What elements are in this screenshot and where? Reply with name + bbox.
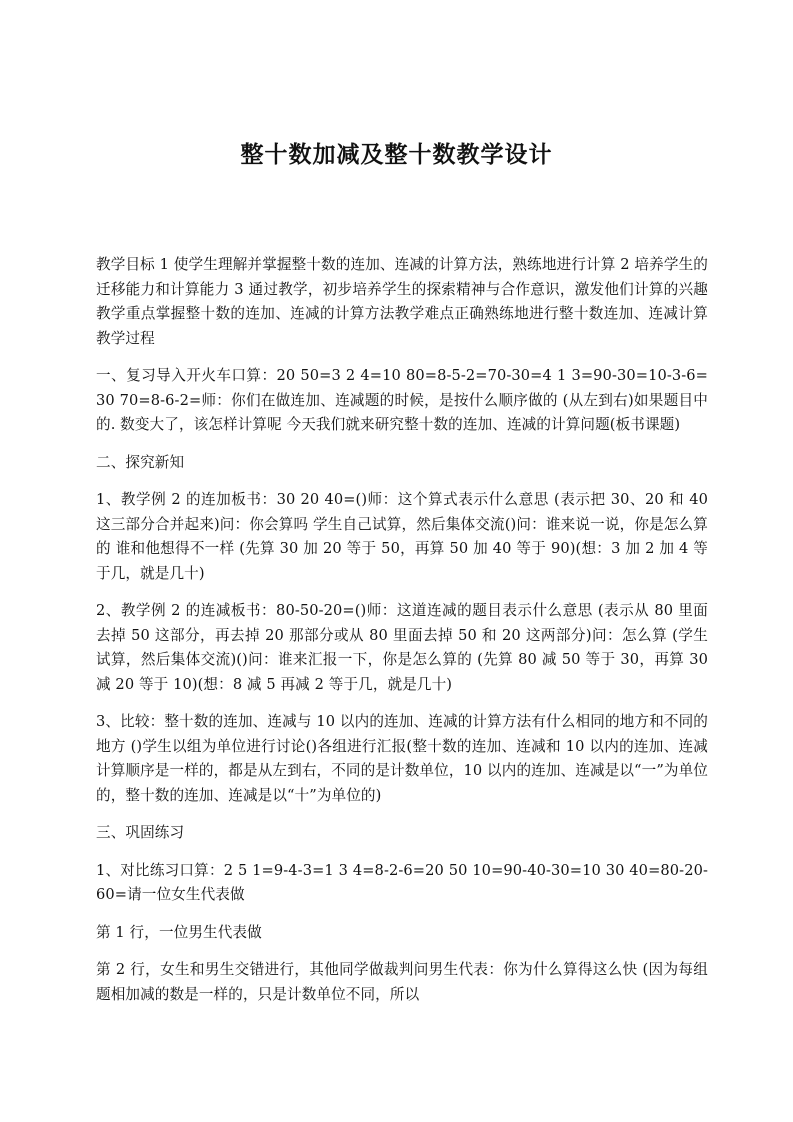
paragraph-row-2: 第 2 行，女生和男生交错进行，其他同学做裁判问男生代表：你为什么算得这么快 (因为每组题相加减的数是一样的，只是计数单位不同，所以: [96, 961, 708, 1003]
paragraph-review-intro: 一、复习导入开火车口算：20 50=3 2 4=10 80=8-5-2=70-30=4 1 3=90-30=10-3-6=30 70=8-6-2=师：你们在做连加、连减题的时候，是按什么顺序做的 (从左到右)如果题目中的. 数变大了，该怎样计算呢 今天我们就来研究整十数的连加、连减的计算问题(板书课题): [96, 367, 708, 433]
paragraph-row-1: 第 1 行，一位男生代表做: [96, 923, 262, 941]
paragraph-comparison: 3、比较：整十数的连加、连减与 10 以内的连加、连减的计算方法有什么相同的地方和不同的地方 ()学生以组为单位进行讨论()各组进行汇报(整十数的连加、连减和 10 以内的连加、连减计算顺序是一样的，都是从左到右，不同的是计数单位，10 以内的连加、连减是以“一”为单位的，整十数的连加、连减是以“十”为单位的): [96, 713, 708, 804]
section-heading-practice: 三、巩固练习: [96, 824, 185, 841]
paragraph-practice-1: 1、对比练习口算：2 5 1=9-4-3=1 3 4=8-2-6=20 50 10=90-40-30=10 30 40=80-20-60=请一位女生代表做: [96, 861, 708, 903]
paragraph-example-subtraction: 2、教学例 2 的连减板书：80-50-20=()师：这道连减的题目表示什么意思 (表示从 80 里面去掉 50 这部分，再去掉 20 那部分或从 80 里面去掉 50 和 20 这两部分)问：怎么算 (学生试算，然后集体交流)()问：谁来汇报一下，你是怎么算的 (先算 80 减 50 等于 30，再算 30 减 20 等于 10)(想：8 减 5 再减 2 等于几，就是几十): [96, 602, 708, 693]
section-heading-explore: 二、探究新知: [96, 453, 185, 471]
document-body: [96, 253, 708, 1020]
paragraph-objectives: 教学目标 1 使学生理解并掌握整十数的连加、连减的计算方法，熟练地进行计算 2 培养学生的迁移能力和计算能力 3 通过教学，初步培养学生的探索精神与合作意识，激发他们计算的兴趣教学重点掌握整十数的连加、连减的计算方法教学难点正确熟练地进行整十数连加、连减计算教学过程: [96, 256, 708, 347]
document-title: 整十数加减及整十数教学设计: [240, 142, 553, 168]
paragraph-example-addition: 1、教学例 2 的连加板书：30 20 40=()师：这个算式表示什么意思 (表示把 30、20 和 40 这三部分合并起来)问：你会算吗 学生自己试算，然后集体交流()问：谁来说一说，你是怎么算的 谁和他想得不一样 (先算 30 加 20 等于 50，再算 50 加 40 等于 90)(想：3 加 2 加 4 等于几，就是几十): [96, 491, 708, 582]
